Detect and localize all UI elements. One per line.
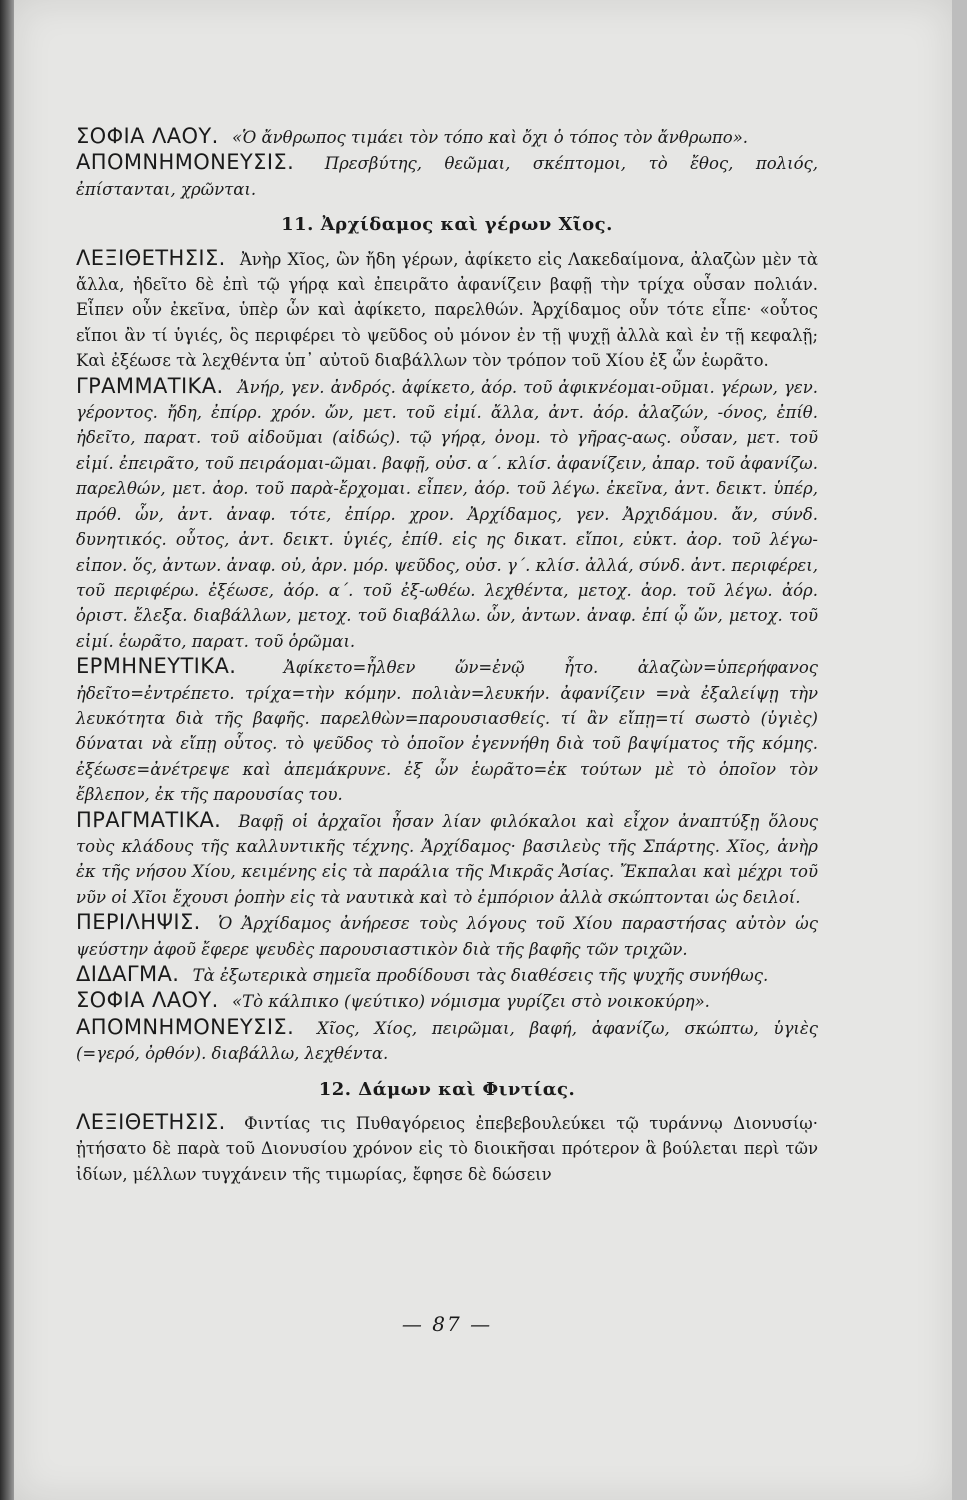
hermeneutics-paragraph <box>76 654 818 807</box>
summary-paragraph <box>76 910 818 962</box>
proverb-text: «Ὁ ἄνθρωπος τιμάει τὸν τόπο καὶ ὄχι ὁ τόπος τὸν ἄνθρωπο». <box>231 128 749 147</box>
pragmatics-text: Βαφῇ οἱ ἀρχαῖοι ἦσαν λίαν φιλόκαλοι καὶ εἶχον ἀναπτύξῃ ὅλους τοὺς κλάδους τῆς καλλυντικῆς τέχνης. Ἀρχίδαμος· βασιλεὺς τῆς Σπάρτης. Χῖος, ἀνὴρ ἐκ τῆς νήσου Χίου, κειμένης εἰς τὰ παράλια τῆς Μικρᾶς Ἀσίας. Ἔκπαλαι καὶ μέχρι τοῦ νῦν οἱ Χῖοι ἔχουσι ῥοπὴν εἰς τὰ ναυτικὰ καὶ τὸ ἐμπόριον ἀλλὰ σκώπτονται ὡς δειλοί. <box>76 811 819 907</box>
section-11-title: 11. Ἀρχίδαμος καὶ γέρων Χῖος. <box>281 214 613 236</box>
book-page <box>14 0 952 1500</box>
hermeneutics-heading: ΕΡΜΗΝΕΥΤΙΚΑ. <box>76 654 237 679</box>
lesson-text: Τὰ ἐξωτερικὰ σημεῖα προδίδουσι τὰς διαθέσεις τῆς ψυχῆς συνήθως. <box>192 966 769 985</box>
section-12-title: 12. Δάμων καὶ Φιντίας. <box>318 1078 576 1100</box>
lexithetisis-paragraph-2 <box>76 1110 818 1187</box>
page-text <box>76 124 818 1187</box>
memorize-heading: ΑΠΟΜΝΗΜΟΝΕΥΣΙΣ. <box>76 150 295 175</box>
proverb-paragraph-2 <box>76 988 818 1014</box>
memorize-paragraph <box>76 150 818 202</box>
memorize-text-2: Χῖος, Χίος, πειρῶμαι, βαφή, ἀφανίζω, σκώπτω, ὑγιὲς (=γερό, ὀρθόν). διαβάλλω, λεχθέντα. <box>76 1018 819 1064</box>
summary-text: Ὁ Ἀρχίδαμος ἀνήρεσε τοὺς λόγους τοῦ Χίου παραστήσας αὐτὸν ὡς ψεύστην ἀφοῦ ἔφερε ψευδὲς παρουσιαστικὸν διὰ τῆς βαφῆς τῶν τριχῶν. <box>76 914 819 959</box>
proverb-heading: ΣΟΦΙΑ ΛΑΟΥ. <box>76 124 219 148</box>
grammar-heading: ΓΡΑΜΜΑΤΙΚΑ. <box>76 373 224 398</box>
lexithetisis-paragraph <box>76 246 818 374</box>
memorize-paragraph-2 <box>76 1015 818 1067</box>
page-number: — 87 — <box>401 1312 493 1336</box>
memorize-text: Πρεσβύτης, θεῶμαι, σκέπτομοι, τὸ ἔθος, πολιός, ἐπίστανται, χρῶνται. <box>76 154 819 199</box>
pragmatics-paragraph <box>76 808 818 911</box>
proverb-paragraph <box>76 124 818 150</box>
pragmatics-heading: ΠΡΑΓΜΑΤΙΚΑ. <box>76 807 222 832</box>
proverb-heading-2: ΣΟΦΙΑ ΛΑΟΥ. <box>76 988 219 1013</box>
memorize-heading-2: ΑΠΟΜΝΗΜΟΝΕΥΣΙΣ. <box>76 1014 295 1039</box>
lesson-paragraph <box>76 962 818 988</box>
hermeneutics-text: Ἀφίκετο=ἦλθεν ὤν=ἐνῷ ἦτο. ἀλαζὼν=ὑπερήφανος ἠδεῖτο=ἐντρέπετο. τρίχα=τὴν κόμην. πολιὰν=λευκήν. ἀφανίζειν =νὰ ἐξαλείψῃ τὴν λευκότητα διὰ τῆς βαφῆς. παρελθὼν=παρουσιασθείς. τί ἂν εἴπῃ=τί σωστὸ (ὑγιὲς) δύναται νὰ εἴπῃ οὗτος. τὸ ψεῦδος τὸ ὁποῖον ἐγεννήθη διὰ τοῦ βαψίματος τῆς κόμης. ἐξέωσε=ἀνέτρεψε καὶ ἀπεμάκρυνε. ἐξ ὧν ἑωρᾶτο=ἐκ τούτων μὲ τὸ ὁποῖον τὸν ἔβλεπον, ἐκ τῆς παρουσίας του. <box>76 658 818 805</box>
lexithetisis-text-2: Φιντίας τις Πυθαγόρειος ἐπεβεβουλεύκει τῷ τυράννῳ Διονυσίῳ· ᾐτήσατο δὲ παρὰ τοῦ Διονυσίου χρόνον εἰς τὸ διοικῆσαι πρότερον ἃ βούλεται περὶ τῶν ἰδίων, μέλλων τυγχάνειν τῆς τιμωρίας, ἔφησε δὲ δώσειν <box>76 1114 818 1184</box>
grammar-text: Ἀνήρ, γεν. ἀνδρός. ἀφίκετο, ἀόρ. τοῦ ἀφικνέομαι-οῦμαι. γέρων, γεν. γέροντος. ἤδη, ἐπίρρ. χρόν. ὤν, μετ. τοῦ εἰμί. ἄλλα, ἀντ. ἀόρ. ἀλαζών, -όνος, ἐπίθ. ἠδεῖτο, παρατ. τοῦ αἰδοῦμαι (αἰδώς). τῷ γήρᾳ, ὀνομ. τὸ γῆρας-αως. οὖσαν, μετ. τοῦ εἰμί. ἐπειρᾶτο, τοῦ πειράομαι-ῶμαι. βαφῇ, οὐσ. α΄. κλίσ. ἀφανίζειν, ἀπαρ. τοῦ ἀφανίζω. παρελθών, μετ. ἀορ. τοῦ παρὰ-ἔρχομαι. εἶπεν, ἀόρ. τοῦ λέγω. ἐκεῖνα, ἀντ. δεικτ. ὑπέρ, πρόθ. ὧν, ἀντ. ἀναφ. τότε, ἐπίρρ. χρον. Ἀρχίδαμος, γεν. Ἀρχιδάμου. ἄν, σύνδ. δυνητικός. οὗτος, ἀντ. δεικτ. ὑγιές, ἐπίθ. εἰς ης δικατ. εἴποι, εὐκτ. ἀορ. τοῦ λέγω-εἰπον. ὅς, ἀντων. ἀναφ. οὐ, ἀρν. μόρ. ψεῦδος, οὐσ. γ΄. κλίσ. ἀλλά, σύνδ. ἀντ. περιφέρει, τοῦ περιφέρω. ἐξέωσε, ἀόρ. α΄. τοῦ ἐξ-ωθέω. λεχθέντα, μετοχ. ἀορ. τοῦ λέγω. ἀόρ. ὁριστ. ἔλεξα. διαβάλλων, μετοχ. τοῦ διαβάλλω. ὧν, ἀντων. ἀναφ. ἐπί ᾧ ὤν, μετοχ. τοῦ εἰμί. ἑωρᾶτο, παρατ. τοῦ ὁρῶμαι. <box>76 377 819 651</box>
summary-heading: ΠΕΡΙΛΗΨΙΣ. <box>76 910 201 935</box>
page-binding-shadow <box>0 0 14 1500</box>
grammar-paragraph <box>76 374 818 654</box>
lexithetisis-text: Ἀνὴρ Χῖος, ὢν ἤδη γέρων, ἀφίκετο εἰς Λακεδαίμονα, ἀλαζὼν μὲν τὰ ἄλλα, ἠδεῖτο δὲ ἐπὶ τῷ γήρᾳ καὶ ἐπειρᾶτο ἀφανίζειν βαφῇ τὴν τρίχα οὖσαν πολιάν. Εἶπεν οὖν ἐκεῖνα, ὑπὲρ ὧν καὶ ἀφίκετο, παρελθών. Ἀρχίδαμος οὖν τότε εἶπε· «οὗτος εἴποι ἂν τί ὑγιές, ὃς περιφέρει τὸ ψεῦδος οὐ μόνον ἐν τῇ ψυχῇ ἀλλὰ καὶ ἐν τῇ κεφαλῇ; Καὶ ἐξέωσε τὰ λεχθέντα ὑπ᾿ αὐτοῦ διαβάλλων τὸν τρόπον τοῦ Χίου ἐξ ὧν ἑωρᾶτο. <box>76 249 818 371</box>
lexithetisis-heading-2: ΛΕΞΙΘΕΤΗΣΙΣ. <box>76 1110 226 1135</box>
proverb-text-2: «Τὸ κάλπικο (ψεύτικο) νόμισμα γυρίζει στὸ νοικοκύρη». <box>231 992 710 1012</box>
lesson-heading: ΔΙΔΑΓΜΑ. <box>76 962 180 986</box>
lexithetisis-heading: ΛΕΞΙΘΕΤΗΣΙΣ. <box>76 245 226 270</box>
